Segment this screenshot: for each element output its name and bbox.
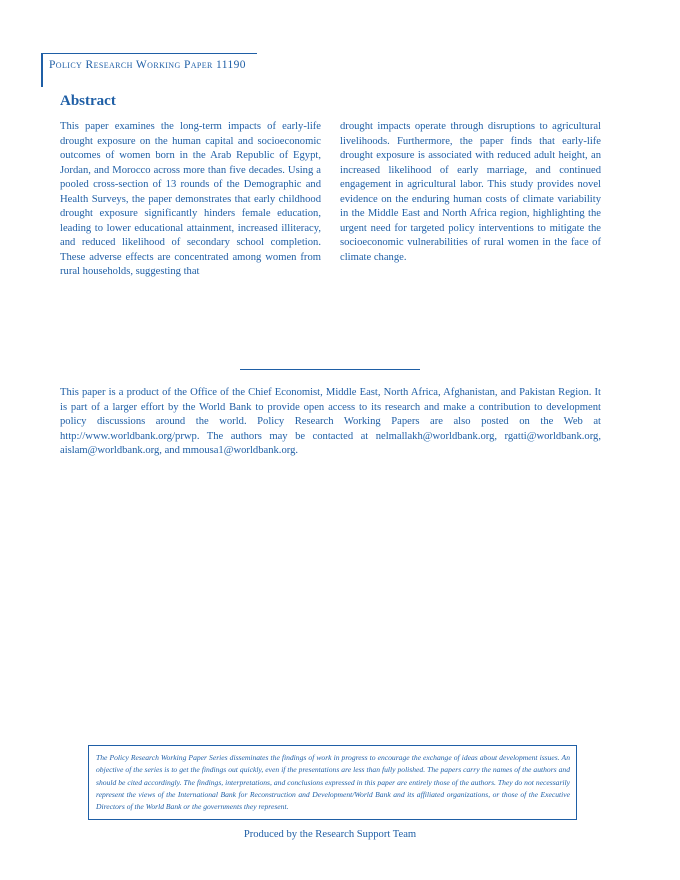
disclaimer-text: The Policy Research Working Paper Series disseminates the findings of work in progress to encourage the exchange of ideas about development issues. An objective of the series is to get the findings out quickly, even if the presentations are less than fully polished. The papers carry the names of the authors and should be cited accordingly. The findings, interpretations, and conclusions expressed in this paper are entirely those of the authors. They do not necessarily represent the views of the International Bank for Reconstruction and Development/World Bank and its affiliated organizations, or those of the Executive Directors of the World Bank or the governments they represent.	[96, 753, 570, 812]
product-note: This paper is a product of the Office of the Chief Economist, Middle East, North Africa, Afghanistan, and Pakistan Region. It is part of a larger effort by the World Bank to provide open access to its research and make a contribution to development policy discussions around the world. Policy Research Working Papers are also posted on the Web at http://www.worldbank.org/prwp. The authors may be contacted at nelmallakh@worldbank.org, rgatti@worldbank.org, aislam@worldbank.org, and mmousa1@worldbank.org.	[60, 387, 601, 456]
series-label: Policy Research Working Paper 11190	[49, 59, 246, 71]
section-divider	[240, 369, 420, 370]
footer-credit: Produced by the Research Support Team	[243, 829, 417, 840]
disclaimer-box	[88, 745, 577, 820]
abstract-column-right: drought impacts operate through disruptions to agricultural livelihoods. Furthermore, the paper finds that early-life drought exposure is associated with reduced adult height, an increased likelihood of early marriage, and continued engagement in agricultural labor. This study provides novel evidence on the enduring human costs of climate variability in the Middle East and North Africa region, highlighting the urgent need for targeted policy interventions to mitigate the socioeconomic vulnerabilities of rural women in the face of climate change.	[340, 121, 601, 263]
series-header-frame	[41, 53, 257, 87]
abstract-column-left: This paper examines the long-term impacts of early-life drought exposure on the human capital and socioeconomic outcomes of women born in the Arab Republic of Egypt, Jordan, and Morocco across more than five decades. Using a pooled cross-section of 13 rounds of the Demographic and Health Surveys, the paper demonstrates that early childhood drought exposure significantly hinders female education, leading to lower educational attainment, increased illiteracy, and reduced likelihood of secondary school completion. These adverse effects are concentrated among women from rural households, suggesting that	[60, 121, 321, 277]
abstract-heading: Abstract	[60, 93, 116, 109]
